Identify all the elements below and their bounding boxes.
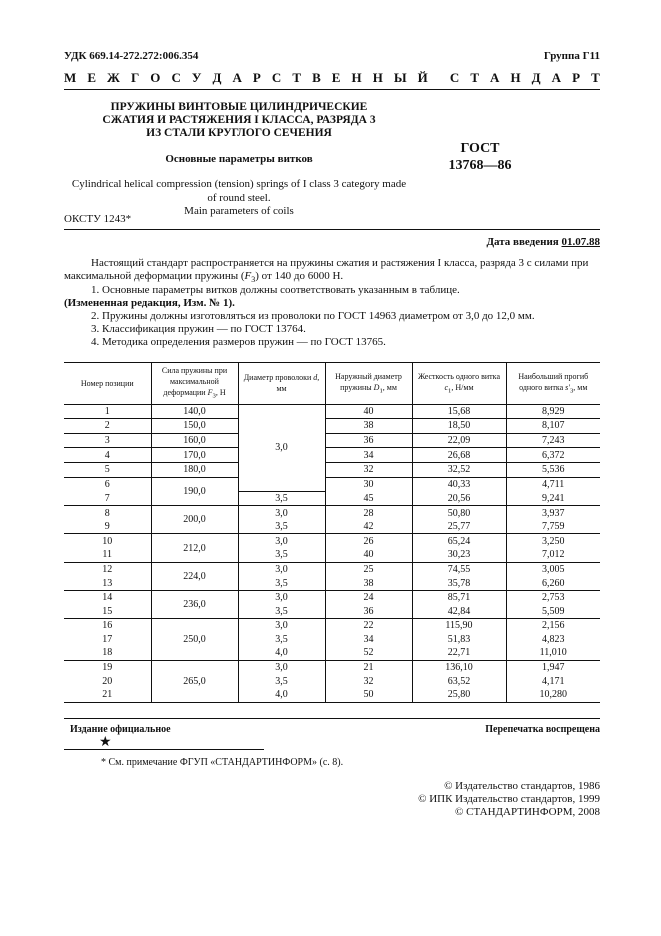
cell-stiffness: 35,78 [412, 576, 506, 590]
table-row [64, 520, 600, 534]
cell-outer-diameter: 36 [325, 604, 412, 618]
banner-letter: А [490, 70, 500, 85]
cell-wire-diameter: 4,0 [238, 688, 325, 702]
title-rule [64, 229, 600, 230]
col-header-stiffness [412, 363, 506, 405]
footnote: * См. примечание ФГУП «СТАНДАРТИНФОРМ» (с. 8). [101, 757, 344, 768]
col-header-outer-text: Наружный диаметр пружины [335, 371, 402, 392]
cell-stiffness: 20,56 [412, 491, 506, 506]
clause-4: 4. Методика определения размеров пружин — по ГОСТ 13765. [91, 336, 386, 348]
oksu-code: ОКСТУ 1243* [64, 213, 132, 225]
cell-force: 150,0 [151, 419, 238, 434]
banner-letter: Ы [393, 70, 407, 85]
banner-letter: С [171, 70, 181, 85]
cell-outer-diameter: 25 [325, 562, 412, 576]
cell-force: 180,0 [151, 462, 238, 477]
banner-letter: М [64, 70, 77, 85]
table-row [64, 619, 600, 633]
cell-outer-diameter: 45 [325, 491, 412, 506]
cell-position: 2 [64, 419, 151, 434]
cell-force: 190,0 [151, 477, 238, 506]
col-header-stiffness-symbol: c [444, 382, 449, 392]
cell-outer-diameter: 42 [325, 520, 412, 534]
table-row [64, 576, 600, 590]
cell-deflection: 9,241 [506, 491, 600, 506]
english-title-line-3: Main parameters of coils [184, 205, 294, 217]
cell-stiffness: 65,24 [412, 534, 506, 548]
cell-position: 10 [64, 534, 151, 548]
cell-deflection: 4,711 [506, 477, 600, 491]
cell-deflection: 5,509 [506, 604, 600, 618]
table-row [64, 688, 600, 702]
cell-force: 236,0 [151, 590, 238, 618]
banner-letter: Н [510, 70, 521, 85]
cell-deflection: 3,005 [506, 562, 600, 576]
table-body [64, 404, 600, 702]
table-row [64, 404, 600, 419]
col-header-deflection-sub: 3 [569, 387, 574, 395]
introduction-date [486, 236, 600, 248]
cell-stiffness: 42,84 [412, 604, 506, 618]
cell-deflection: 8,107 [506, 419, 600, 434]
reprint-prohibited: Перепечатка воспрещена [485, 724, 600, 735]
banner-letter: Г [130, 70, 140, 85]
cell-wire-diameter: 3,0 [238, 619, 325, 633]
banner-letter: Н [351, 70, 362, 85]
footer-rule [64, 718, 600, 719]
col-header-wire-symbol: d [313, 373, 318, 383]
cell-outer-diameter: 21 [325, 660, 412, 674]
cell-deflection: 8,929 [506, 404, 600, 419]
banner-letter: С [271, 70, 282, 85]
table-row [64, 491, 600, 506]
cell-position: 5 [64, 462, 151, 477]
col-header-position-text: Номер позиции [80, 378, 134, 388]
cell-outer-diameter: 28 [325, 506, 412, 520]
cell-position: 4 [64, 448, 151, 463]
col-header-outer-unit: , мм [382, 382, 397, 392]
cell-deflection: 4,823 [506, 633, 600, 647]
cell-force: 224,0 [151, 562, 238, 590]
cell-wire-diameter: 3,0 [238, 506, 325, 520]
table-row [64, 419, 600, 434]
cell-wire-diameter: 4,0 [238, 646, 325, 660]
cell-stiffness: 63,52 [412, 674, 506, 688]
cell-stiffness: 51,83 [412, 633, 506, 647]
col-header-force-sub: 3 [212, 392, 216, 400]
banner-letter: В [312, 70, 321, 85]
cell-deflection: 2,753 [506, 590, 600, 604]
cell-outer-diameter: 40 [325, 404, 412, 419]
table-row [64, 660, 600, 674]
table-row [64, 477, 600, 491]
cell-position: 11 [64, 548, 151, 562]
cell-outer-diameter: 30 [325, 477, 412, 491]
banner-letter: С [449, 70, 460, 85]
table-row [64, 506, 600, 520]
cell-stiffness: 50,80 [412, 506, 506, 520]
cell-position: 16 [64, 619, 151, 633]
cell-outer-diameter: 32 [325, 674, 412, 688]
cell-stiffness: 18,50 [412, 419, 506, 434]
title-line-3: ИЗ СТАЛИ КРУГЛОГО СЕЧЕНИЯ [146, 127, 332, 139]
table-row [64, 604, 600, 618]
clause-2: 2. Пружины должны изготовляться из проволоки по ГОСТ 14963 диаметром от 3,0 до 12,0 мм. [91, 310, 535, 322]
cell-wire-diameter: 3,0 [238, 404, 325, 491]
cell-position: 14 [64, 590, 151, 604]
col-header-wire-text: Диаметр проволоки [243, 373, 314, 383]
cell-deflection: 3,250 [506, 534, 600, 548]
col-header-deflection-unit: , мм [573, 382, 588, 392]
cell-stiffness: 25,80 [412, 688, 506, 702]
cell-deflection: 5,536 [506, 462, 600, 477]
cell-deflection: 11,010 [506, 646, 600, 660]
gost-label: ГОСТ [460, 141, 500, 156]
table-row [64, 562, 600, 576]
cell-position: 3 [64, 433, 151, 448]
banner-letter: А [551, 70, 562, 85]
cell-stiffness: 136,10 [412, 660, 506, 674]
cell-wire-diameter: 3,5 [238, 604, 325, 618]
cell-deflection: 7,012 [506, 548, 600, 562]
banner-letter: Т [591, 70, 600, 85]
footnote-rule [64, 749, 264, 750]
col-header-wire-diameter [238, 363, 325, 405]
cell-position: 13 [64, 576, 151, 590]
cell-force: 265,0 [151, 660, 238, 702]
col-header-outer-sub: 1 [379, 387, 383, 395]
banner-letter: Й [417, 70, 428, 85]
col-header-force [151, 363, 238, 405]
cell-outer-diameter: 36 [325, 433, 412, 448]
col-header-deflection-symbol: s' [565, 382, 570, 392]
force-symbol: F [244, 270, 252, 282]
cell-position: 19 [64, 660, 151, 674]
cell-deflection: 6,372 [506, 448, 600, 463]
banner-letter: Е [87, 70, 96, 85]
cell-wire-diameter: 3,5 [238, 491, 325, 506]
banner-letter: У [191, 70, 202, 85]
cell-outer-diameter: 22 [325, 619, 412, 633]
cell-stiffness: 85,71 [412, 590, 506, 604]
cell-outer-diameter: 32 [325, 462, 412, 477]
cell-outer-diameter: 40 [325, 548, 412, 562]
cell-stiffness: 40,33 [412, 477, 506, 491]
cell-stiffness: 22,71 [412, 646, 506, 660]
col-header-force-symbol: F [207, 388, 213, 397]
introduction-date-label: Дата введения [486, 236, 559, 248]
coil-parameters-table [64, 362, 600, 703]
col-header-outer-symbol: D [373, 382, 380, 392]
cell-position: 15 [64, 604, 151, 618]
table-row [64, 633, 600, 647]
table-row [64, 462, 600, 477]
col-header-deflection [506, 363, 600, 405]
scope-text-end: ) от 140 до 6000 Н. [255, 270, 344, 282]
copyright-block [418, 780, 600, 819]
amendment-note: (Измененная редакция, Изм. № 1). [64, 297, 235, 309]
cell-force: 160,0 [151, 433, 238, 448]
table-row [64, 433, 600, 448]
cell-force: 200,0 [151, 506, 238, 534]
banner-letter: Р [572, 70, 581, 85]
banner-letter: О [150, 70, 161, 85]
table-row [64, 448, 600, 463]
cell-stiffness: 15,68 [412, 404, 506, 419]
cell-wire-diameter: 3,5 [238, 576, 325, 590]
copyright-1986: © Издательство стандартов, 1986 [444, 780, 600, 792]
banner-letter: Е [331, 70, 341, 85]
header-rule [64, 89, 600, 90]
table-row [64, 590, 600, 604]
cell-position: 1 [64, 404, 151, 419]
cell-outer-diameter: 38 [325, 576, 412, 590]
col-header-wire-unit: , мм [276, 373, 320, 394]
cell-wire-diameter: 3,5 [238, 633, 325, 647]
cell-wire-diameter: 3,0 [238, 534, 325, 548]
cell-position: 17 [64, 633, 151, 647]
cell-deflection: 4,171 [506, 674, 600, 688]
cell-stiffness: 22,09 [412, 433, 506, 448]
cell-wire-diameter: 3,5 [238, 674, 325, 688]
udk-code: УДК 669.14-272.272:006.354 [64, 50, 199, 62]
cell-wire-diameter: 3,0 [238, 590, 325, 604]
cell-force: 250,0 [151, 619, 238, 661]
banner-letter: Р [252, 70, 261, 85]
table-row [64, 534, 600, 548]
english-title-line-2: of round steel. [207, 191, 271, 204]
col-header-force-text: Сила пружины при максимальной деформации [161, 366, 228, 397]
cell-position: 20 [64, 674, 151, 688]
cell-deflection: 1,947 [506, 660, 600, 674]
col-header-force-unit: , Н [215, 388, 226, 397]
cell-force: 170,0 [151, 448, 238, 463]
cell-stiffness: 74,55 [412, 562, 506, 576]
cell-stiffness: 25,77 [412, 520, 506, 534]
cell-outer-diameter: 26 [325, 534, 412, 548]
cell-wire-diameter: 3,0 [238, 562, 325, 576]
cell-deflection: 7,243 [506, 433, 600, 448]
cell-position: 21 [64, 688, 151, 702]
standard-subtitle: Основные параметры витков [165, 153, 313, 165]
col-header-position [64, 363, 151, 405]
scope-paragraph [64, 257, 600, 286]
standard-title [64, 101, 414, 140]
gost-code: 13768—86 [448, 158, 512, 173]
banner-letter: Ж [107, 70, 120, 85]
cell-wire-diameter: 3,5 [238, 548, 325, 562]
cell-stiffness: 26,68 [412, 448, 506, 463]
cell-position: 18 [64, 646, 151, 660]
star-icon: ★ [99, 735, 112, 750]
cell-outer-diameter: 38 [325, 419, 412, 434]
title-line-2: СЖАТИЯ И РАСТЯЖЕНИЯ I КЛАССА, РАЗРЯДА 3 [102, 114, 376, 126]
force-subscript: 3 [251, 275, 256, 285]
banner-letter: Т [292, 70, 302, 85]
cell-deflection: 2,156 [506, 619, 600, 633]
cell-outer-diameter: 34 [325, 448, 412, 463]
cell-outer-diameter: 52 [325, 646, 412, 660]
interstate-standard-banner [64, 70, 600, 86]
cell-position: 12 [64, 562, 151, 576]
cell-outer-diameter: 24 [325, 590, 412, 604]
cell-outer-diameter: 50 [325, 688, 412, 702]
col-header-stiffness-unit: , Н/мм [451, 382, 474, 392]
table-row [64, 674, 600, 688]
cell-stiffness: 115,90 [412, 619, 506, 633]
cell-outer-diameter: 34 [325, 633, 412, 647]
official-edition: Издание официальное [70, 724, 171, 735]
banner-letter: Д [531, 70, 541, 85]
table-header-row [64, 363, 600, 405]
clause-1: 1. Основные параметры витков должны соответствовать указанным в таблице. [91, 284, 460, 296]
cell-position: 7 [64, 491, 151, 506]
banner-letter: Д [212, 70, 222, 85]
clause-3: 3. Классификация пружин — по ГОСТ 13764. [91, 323, 306, 335]
copyright-1999: © ИПК Издательство стандартов, 1999 [418, 793, 600, 805]
banner-letter: Т [470, 70, 479, 85]
col-header-outer-diameter [325, 363, 412, 405]
cell-deflection: 6,260 [506, 576, 600, 590]
introduction-date-value: 01.07.88 [561, 236, 600, 248]
cell-wire-diameter: 3,5 [238, 520, 325, 534]
cell-position: 6 [64, 477, 151, 491]
col-header-stiffness-sub: 1 [448, 387, 452, 395]
group-code: Группа Г11 [543, 50, 600, 62]
cell-position: 9 [64, 520, 151, 534]
title-line-1: ПРУЖИНЫ ВИНТОВЫЕ ЦИЛИНДРИЧЕСКИЕ [110, 101, 368, 113]
gost-number [440, 140, 520, 174]
table-row [64, 548, 600, 562]
scope-text: Настоящий стандарт распространяется на пружины сжатия и растяжения I класса, разряда 3 с силами при максимальной деформации пружины ( [64, 257, 589, 282]
english-title-line-1: Cylindrical helical compression (tension) springs of I class 3 category made [71, 178, 407, 190]
cell-stiffness: 30,23 [412, 548, 506, 562]
cell-force: 140,0 [151, 404, 238, 419]
col-header-deflection-text: Наибольший прогиб одного витка [518, 371, 589, 392]
banner-letter: А [232, 70, 242, 85]
cell-force: 212,0 [151, 534, 238, 562]
cell-position: 8 [64, 506, 151, 520]
col-header-stiffness-text: Жесткость одного витка [417, 371, 500, 381]
cell-deflection: 7,759 [506, 520, 600, 534]
cell-wire-diameter: 3,0 [238, 660, 325, 674]
copyright-2008: © СТАНДАРТИНФОРМ, 2008 [455, 806, 600, 818]
table-row [64, 646, 600, 660]
banner-letter: Н [372, 70, 383, 85]
cell-deflection: 10,280 [506, 688, 600, 702]
cell-deflection: 3,937 [506, 506, 600, 520]
cell-stiffness: 32,52 [412, 462, 506, 477]
